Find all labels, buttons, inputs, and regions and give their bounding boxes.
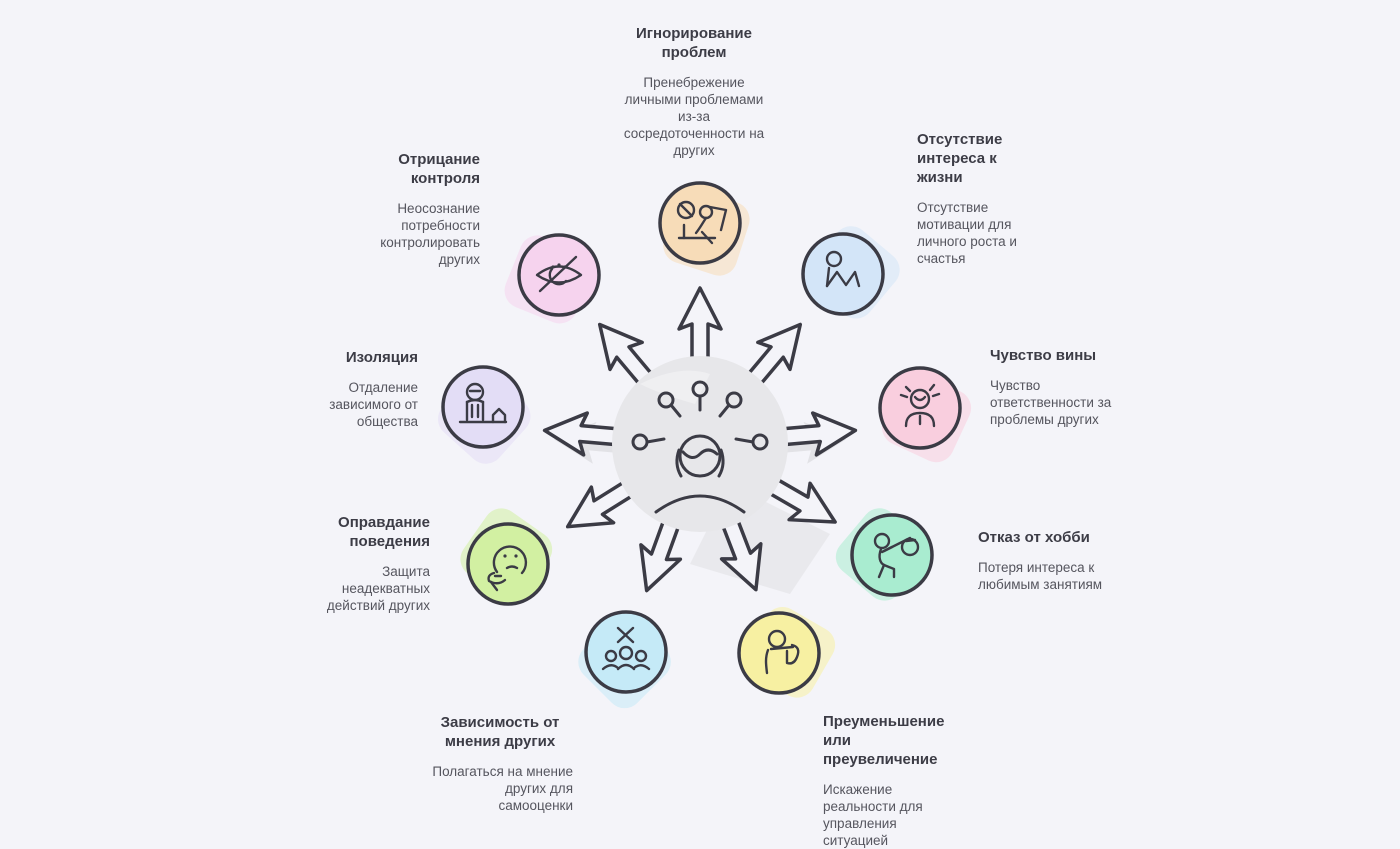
label-denial-of-control <box>345 150 480 268</box>
badge-no-interest-in-life <box>768 199 918 349</box>
item-title: Отсутствие интереса к жизни <box>917 131 1003 186</box>
label-opinion-dependence <box>427 713 573 814</box>
item-title: Зависимость от мнения других <box>440 714 560 750</box>
label-hobby-refusal <box>978 528 1128 593</box>
badge-minimize-exaggerate <box>704 578 854 728</box>
badge-circle <box>468 524 548 604</box>
item-description: Потеря интереса к любимым занятиям <box>978 560 1103 592</box>
item-description: Отдаление зависимого от общества <box>329 380 418 429</box>
badge-circle <box>519 235 599 315</box>
badge-ignoring-problems <box>625 148 775 298</box>
badge-circle <box>739 613 819 693</box>
label-isolation <box>288 348 418 430</box>
label-guilt <box>990 346 1130 428</box>
badge-denial-of-control <box>484 200 634 350</box>
item-description: Отсутствие мотивации для личного роста и счастья <box>917 200 1017 266</box>
item-description: Защита неадекватных действий других <box>326 564 430 613</box>
badge-guilt <box>845 333 995 483</box>
label-ignoring-problems <box>619 24 769 159</box>
item-description: Неосознание потребности контролировать других <box>380 201 480 267</box>
badge-circle <box>660 183 740 263</box>
item-title: Изоляция <box>345 349 418 366</box>
label-justifying-behavior <box>310 513 430 614</box>
item-description: Полагаться на мнение других для самооценки <box>432 764 573 813</box>
badge-justifying-behavior <box>433 489 583 639</box>
item-title: Оправдание поведения <box>338 514 430 550</box>
item-description: Чувство ответственности за проблемы других <box>990 378 1112 427</box>
item-title: Чувство вины <box>990 347 1097 364</box>
label-minimize-exaggerate <box>823 712 956 849</box>
item-title: Отрицание контроля <box>398 151 480 187</box>
item-description: Искажение реальности для управления ситуацией <box>823 782 923 848</box>
badge-circle <box>803 234 883 314</box>
label-no-interest-in-life <box>917 130 1029 267</box>
item-title: Отказ от хобби <box>978 529 1090 546</box>
badge-isolation <box>408 332 558 482</box>
item-title: Преуменьшение или преувеличение <box>823 713 945 768</box>
item-title: Игнорирование проблем <box>636 25 752 61</box>
badge-circle <box>586 612 666 692</box>
badge-circle <box>852 515 932 595</box>
item-description: Пренебрежение личными проблемами из-за сосредоточенности на других <box>623 75 765 158</box>
